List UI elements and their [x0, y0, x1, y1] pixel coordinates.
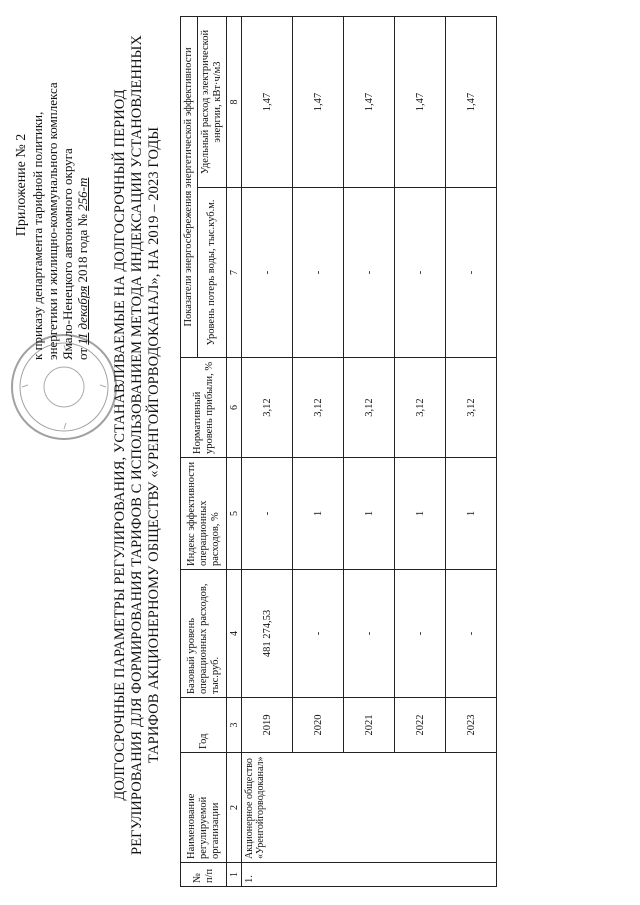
- index-cell: 1: [293, 458, 344, 570]
- annex-line-1: к приказу департамента тарифной политики,: [30, 111, 45, 360]
- base-cell: -: [293, 570, 344, 698]
- annex-number: Приложение № 2: [14, 133, 29, 237]
- annex-line-3: Ямало-Ненецкого автономного округа: [60, 148, 75, 360]
- annex-date-day: 11: [75, 332, 90, 345]
- header-num: № п/п: [181, 863, 227, 887]
- parameters-table: [180, 16, 497, 887]
- losses-cell: -: [446, 188, 497, 358]
- column-number: 4: [227, 570, 242, 698]
- document-title: [112, 15, 163, 875]
- column-number-row: [227, 16, 242, 886]
- year-cell: 2019: [242, 698, 293, 753]
- column-number: 5: [227, 458, 242, 570]
- header-energy-group: Показатели энергосбережения энергетической эффективности: [181, 16, 198, 357]
- header-year: Год: [181, 698, 227, 753]
- annex-date-year: 2018 года №: [75, 214, 90, 283]
- profit-cell: 3,12: [344, 358, 395, 458]
- profit-cell: 3,12: [446, 358, 497, 458]
- specific-cell: 1,47: [446, 16, 497, 187]
- annex-date-prefix: от: [75, 347, 90, 360]
- year-cell: 2021: [344, 698, 395, 753]
- title-line-3: ТАРИФОВ АКЦИОНЕРНОМУ ОБЩЕСТВУ «УРЕНГОЙГОРВОДОКАНАЛ», НА 2019 – 2023 ГОДЫ: [146, 126, 162, 764]
- column-number: 3: [227, 698, 242, 753]
- base-cell: 481 274,53: [242, 570, 293, 698]
- specific-cell: 1,47: [293, 16, 344, 187]
- year-cell: 2022: [395, 698, 446, 753]
- header-base: Базовый уровень операционных расходов, тыс.руб.: [181, 570, 227, 698]
- title-line-2: РЕГУЛИРОВАНИЯ ДЛЯ ФОРМИРОВАНИЯ ТАРИФОВ С ИСПОЛЬЗОВАНИЕМ МЕТОДА ИНДЕКСАЦИИ УСТАНОВЛЕННЫХ: [129, 35, 145, 855]
- profit-cell: 3,12: [293, 358, 344, 458]
- losses-cell: -: [293, 188, 344, 358]
- specific-cell: 1,47: [395, 16, 446, 187]
- annex-order-number: 256-т: [75, 177, 90, 211]
- losses-cell: -: [242, 188, 293, 358]
- index-cell: -: [242, 458, 293, 570]
- column-number: 7: [227, 188, 242, 358]
- row-number: 1.: [242, 863, 497, 887]
- specific-cell: 1,47: [344, 16, 395, 187]
- base-cell: -: [344, 570, 395, 698]
- table-header-row: [181, 16, 198, 886]
- title-line-1: ДОЛГОСРОЧНЫЕ ПАРАМЕТРЫ РЕГУЛИРОВАНИЯ, УСТАНАВЛИВАЕМЫЕ НА ДОЛГОСРОЧНЫЙ ПЕРИОД: [112, 89, 128, 801]
- header-specific: Удельный расход электрической энергии, кВт·ч/м3: [198, 16, 227, 187]
- header-profit: Нормативный уровень прибыли, %: [181, 358, 227, 458]
- specific-cell: 1,47: [242, 16, 293, 187]
- table-row: [242, 16, 293, 886]
- profit-cell: 3,12: [242, 358, 293, 458]
- column-number: 6: [227, 358, 242, 458]
- column-number: 2: [227, 753, 242, 863]
- annex-date-month: декабря: [75, 285, 90, 330]
- base-cell: -: [446, 570, 497, 698]
- index-cell: 1: [344, 458, 395, 570]
- column-number: 1: [227, 863, 242, 887]
- annex-line-2: энергетики и жилищно-коммунального комплекса: [45, 82, 60, 360]
- profit-cell: 3,12: [395, 358, 446, 458]
- annex-date-line: [75, 10, 90, 360]
- losses-cell: -: [344, 188, 395, 358]
- header-org: Наименование регулируемой организации: [181, 753, 227, 863]
- year-cell: 2020: [293, 698, 344, 753]
- losses-cell: -: [395, 188, 446, 358]
- header-index: Индекс эффективности операционных расходов, %: [181, 458, 227, 570]
- base-cell: -: [395, 570, 446, 698]
- annex-header: [14, 10, 90, 360]
- index-cell: 1: [446, 458, 497, 570]
- index-cell: 1: [395, 458, 446, 570]
- year-cell: 2023: [446, 698, 497, 753]
- column-number: 8: [227, 16, 242, 187]
- organization-name: Акционерное общество «Уренгойгорводоканал»: [242, 753, 497, 863]
- header-losses: Уровень потерь воды, тыс.куб.м.: [198, 188, 227, 358]
